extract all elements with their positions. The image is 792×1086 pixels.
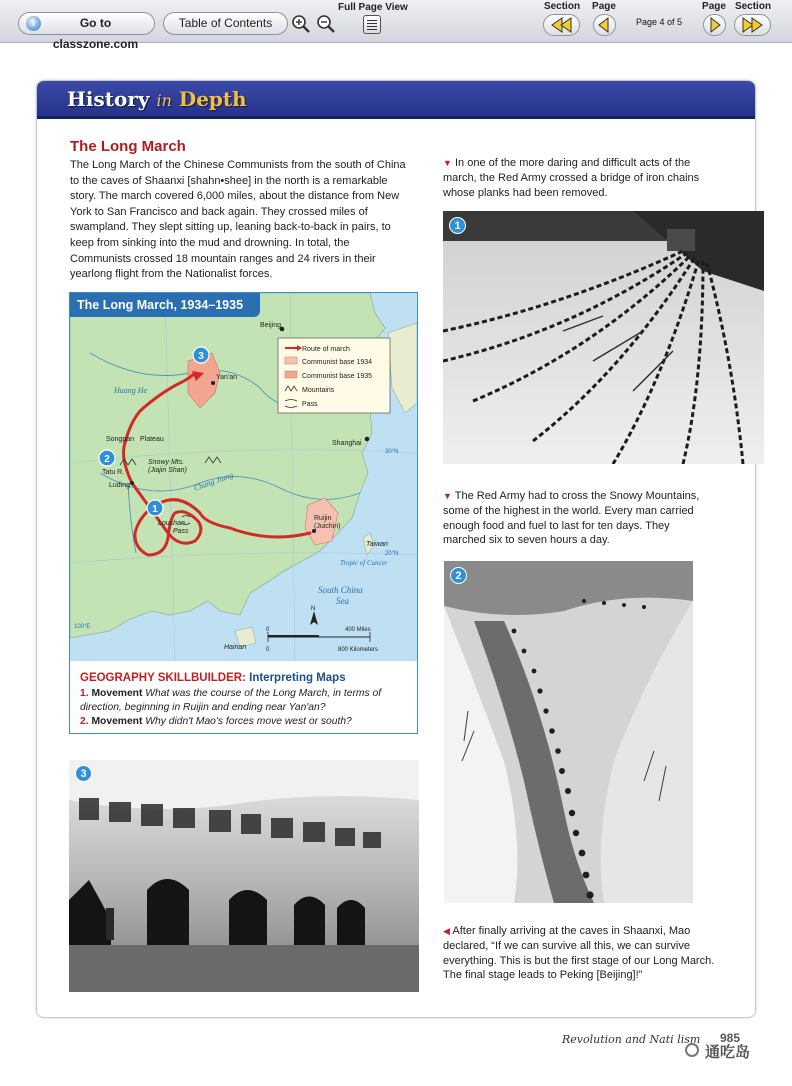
label-south-china-1: South China	[318, 585, 363, 595]
caption-bridge-marker-icon: ▼	[443, 158, 452, 168]
skillbuilder-question-1	[80, 687, 410, 715]
footer-chapter-title	[562, 1033, 700, 1046]
footer-text-2: lism	[677, 1033, 701, 1046]
label-ruijin-1: Ruijin	[314, 515, 332, 522]
map-graphic	[70, 293, 417, 661]
label-loushan-1: Loushan	[158, 520, 185, 527]
legend-pass: Pass	[302, 401, 318, 408]
soldier-figure	[106, 908, 114, 940]
caption-caves	[443, 924, 715, 983]
label-south-china-2: Sea	[336, 596, 349, 606]
label-yanan: Yan'an	[216, 374, 238, 381]
map-title: The Long March, 1934–1935	[70, 293, 260, 317]
toolbar	[0, 0, 792, 51]
label-chang-jiang: Chang Jiang	[192, 470, 235, 493]
previous-page-button[interactable]	[593, 14, 616, 36]
label-lat-20: 20°N	[385, 551, 399, 557]
label-shanghai: Shanghai	[332, 440, 362, 447]
bridge-photo-graphic	[443, 211, 764, 464]
map-legend	[278, 338, 390, 413]
section-next-label: Section	[734, 1, 772, 12]
caves-photo-badge: 3	[75, 765, 92, 782]
label-plateau: Plateau	[140, 436, 164, 443]
skillbuilder-title	[80, 672, 346, 684]
legend-base-1935: Communist base 1935	[302, 373, 373, 380]
footer-page-number: 985	[720, 1031, 741, 1045]
chevron-left-icon	[594, 15, 615, 35]
full-page-view-icon[interactable]	[363, 15, 381, 34]
zoom-in-icon[interactable]	[291, 14, 311, 34]
banner-in: in	[156, 91, 172, 110]
map-marker-1-label: 1	[152, 504, 158, 515]
label-taiwan: Taiwan	[366, 541, 388, 548]
previous-section-button[interactable]	[543, 14, 580, 36]
snowy-mountains-photo-badge: 2	[450, 567, 467, 584]
label-beijing: Beijing	[260, 322, 282, 329]
watermark-logo-icon	[685, 1043, 699, 1057]
watermark-text: 通吃岛	[705, 1044, 751, 1061]
zoom-out-icon[interactable]	[316, 14, 336, 34]
double-chevron-left-icon	[544, 15, 579, 35]
label-songpan: Songpan	[106, 436, 135, 443]
footer-text-1: Revolution and Nati	[562, 1033, 674, 1046]
page-next-label: Page	[702, 1, 726, 12]
caption-caves-marker-icon: ◀	[443, 926, 450, 936]
article-title: The Long March	[70, 138, 186, 155]
snowy-mountains-photo	[444, 561, 693, 903]
article-intro: The Long March of the Chinese Communists from the south of China to the caves of Shaanxi [shahn•shee] in the north is a remarkable story. The march covered 6,000 miles, about the distance from New York to San Francisco and back again. They crossed miles of swampland. They slept sitting up, leaning back-to-back in pairs, to keep from sinking into the mud and drowning. In total, the Communists crossed 18 mountain ranges and 24 rivers in their yearlong flight from the Nationalist forces.	[70, 159, 406, 281]
label-snowy-1: Snowy Mts.	[148, 459, 185, 466]
skillbuilder-question-2	[80, 715, 410, 729]
label-ruijin-2: (Juichin)	[314, 523, 341, 530]
caption-caves-text: After finally arriving at the caves in Shaanxi, Mao declared, “If we can survive all this, we can survive everything. This is but the first stage of our Long March. The final stage leads to Peking [Beijing]!”	[443, 925, 715, 982]
double-chevron-right-icon	[735, 15, 770, 35]
label-lat-30: 30°N	[385, 449, 399, 455]
next-section-button[interactable]	[734, 14, 771, 36]
page-prev-label: Page	[592, 1, 616, 12]
full-page-view-label: Full Page View	[338, 2, 408, 13]
q2-text: Why didn't Mao's forces move west or south?	[145, 716, 352, 727]
banner-title	[67, 87, 247, 111]
scale-miles: 400 Miles	[345, 627, 371, 633]
q1-topic: Movement	[91, 688, 143, 699]
section-prev-label: Section	[543, 1, 581, 12]
q1-number: 1.	[80, 688, 89, 699]
caption-snow-text: The Red Army had to cross the Snowy Mountains, some of the highest in the world. Every man carried enough food and fuel to last for ten days. They marched six to seven hours a day.	[443, 490, 700, 547]
skillbuilder-title-red: GEOGRAPHY SKILLBUILDER:	[80, 672, 246, 684]
label-tatu: Tatu R.	[102, 469, 125, 476]
label-lon-100: 100°E	[74, 624, 91, 630]
legend-base-1934: Communist base 1934	[302, 359, 373, 366]
caves-photo-graphic	[69, 760, 419, 992]
scale-zero-top: 0	[266, 627, 270, 633]
toc-label: Table of Contents	[178, 16, 273, 30]
skillbuilder-title-blue: Interpreting Maps	[249, 672, 346, 684]
caves-photo	[69, 760, 419, 992]
chevron-right-icon	[704, 15, 725, 35]
luding-dot	[130, 481, 134, 485]
label-snowy-2: (Jiajin Shan)	[148, 467, 187, 474]
history-in-depth-banner	[37, 81, 755, 119]
caption-snow	[443, 489, 713, 548]
scale-km: 800 Kilometers	[338, 647, 379, 653]
legend-route: Route of march	[302, 346, 350, 353]
caption-snow-marker-icon: ▼	[443, 491, 452, 501]
shanghai-dot	[365, 437, 370, 442]
caption-bridge-text: In one of the more daring and difficult acts of the march, the Red Army crossed a bridge of iron chains whose planks had been removed.	[443, 157, 700, 199]
q2-topic: Movement	[91, 716, 143, 727]
next-page-button[interactable]	[703, 14, 726, 36]
caption-bridge	[443, 156, 708, 200]
legend-mountains: Mountains	[302, 387, 335, 394]
scale-zero-bottom: 0	[266, 647, 270, 653]
map-marker-2-label: 2	[104, 454, 110, 465]
label-luding: Luding	[109, 482, 131, 489]
banner-history: History	[67, 87, 150, 111]
label-huang-he: Huang He	[114, 386, 148, 395]
q2-number: 2.	[80, 716, 89, 727]
snowy-mountains-photo-graphic	[444, 561, 693, 903]
label-hainan: Hainan	[224, 644, 247, 651]
long-march-map	[69, 292, 418, 734]
banner-depth: Depth	[178, 87, 247, 111]
label-tropic: Tropic of Cancer	[340, 559, 388, 567]
yanan-dot	[211, 381, 215, 385]
table-of-contents-button[interactable]	[163, 12, 288, 35]
info-icon: i	[26, 16, 41, 31]
q1-text: What was the course of the Long March, in terms of direction, beginning in Ruijin and ending near Yan'an?	[80, 688, 382, 713]
north-label: N	[311, 606, 316, 612]
map-marker-3-label: 3	[198, 351, 204, 362]
classzone-button[interactable]	[18, 12, 155, 51]
classzone-label: Go to classzone.com	[52, 16, 139, 51]
label-loushan-2: Pass	[173, 528, 189, 535]
bridge-photo	[443, 211, 764, 464]
bridge-photo-badge: 1	[449, 217, 466, 234]
page-indicator: Page 4 of 5	[635, 17, 683, 27]
